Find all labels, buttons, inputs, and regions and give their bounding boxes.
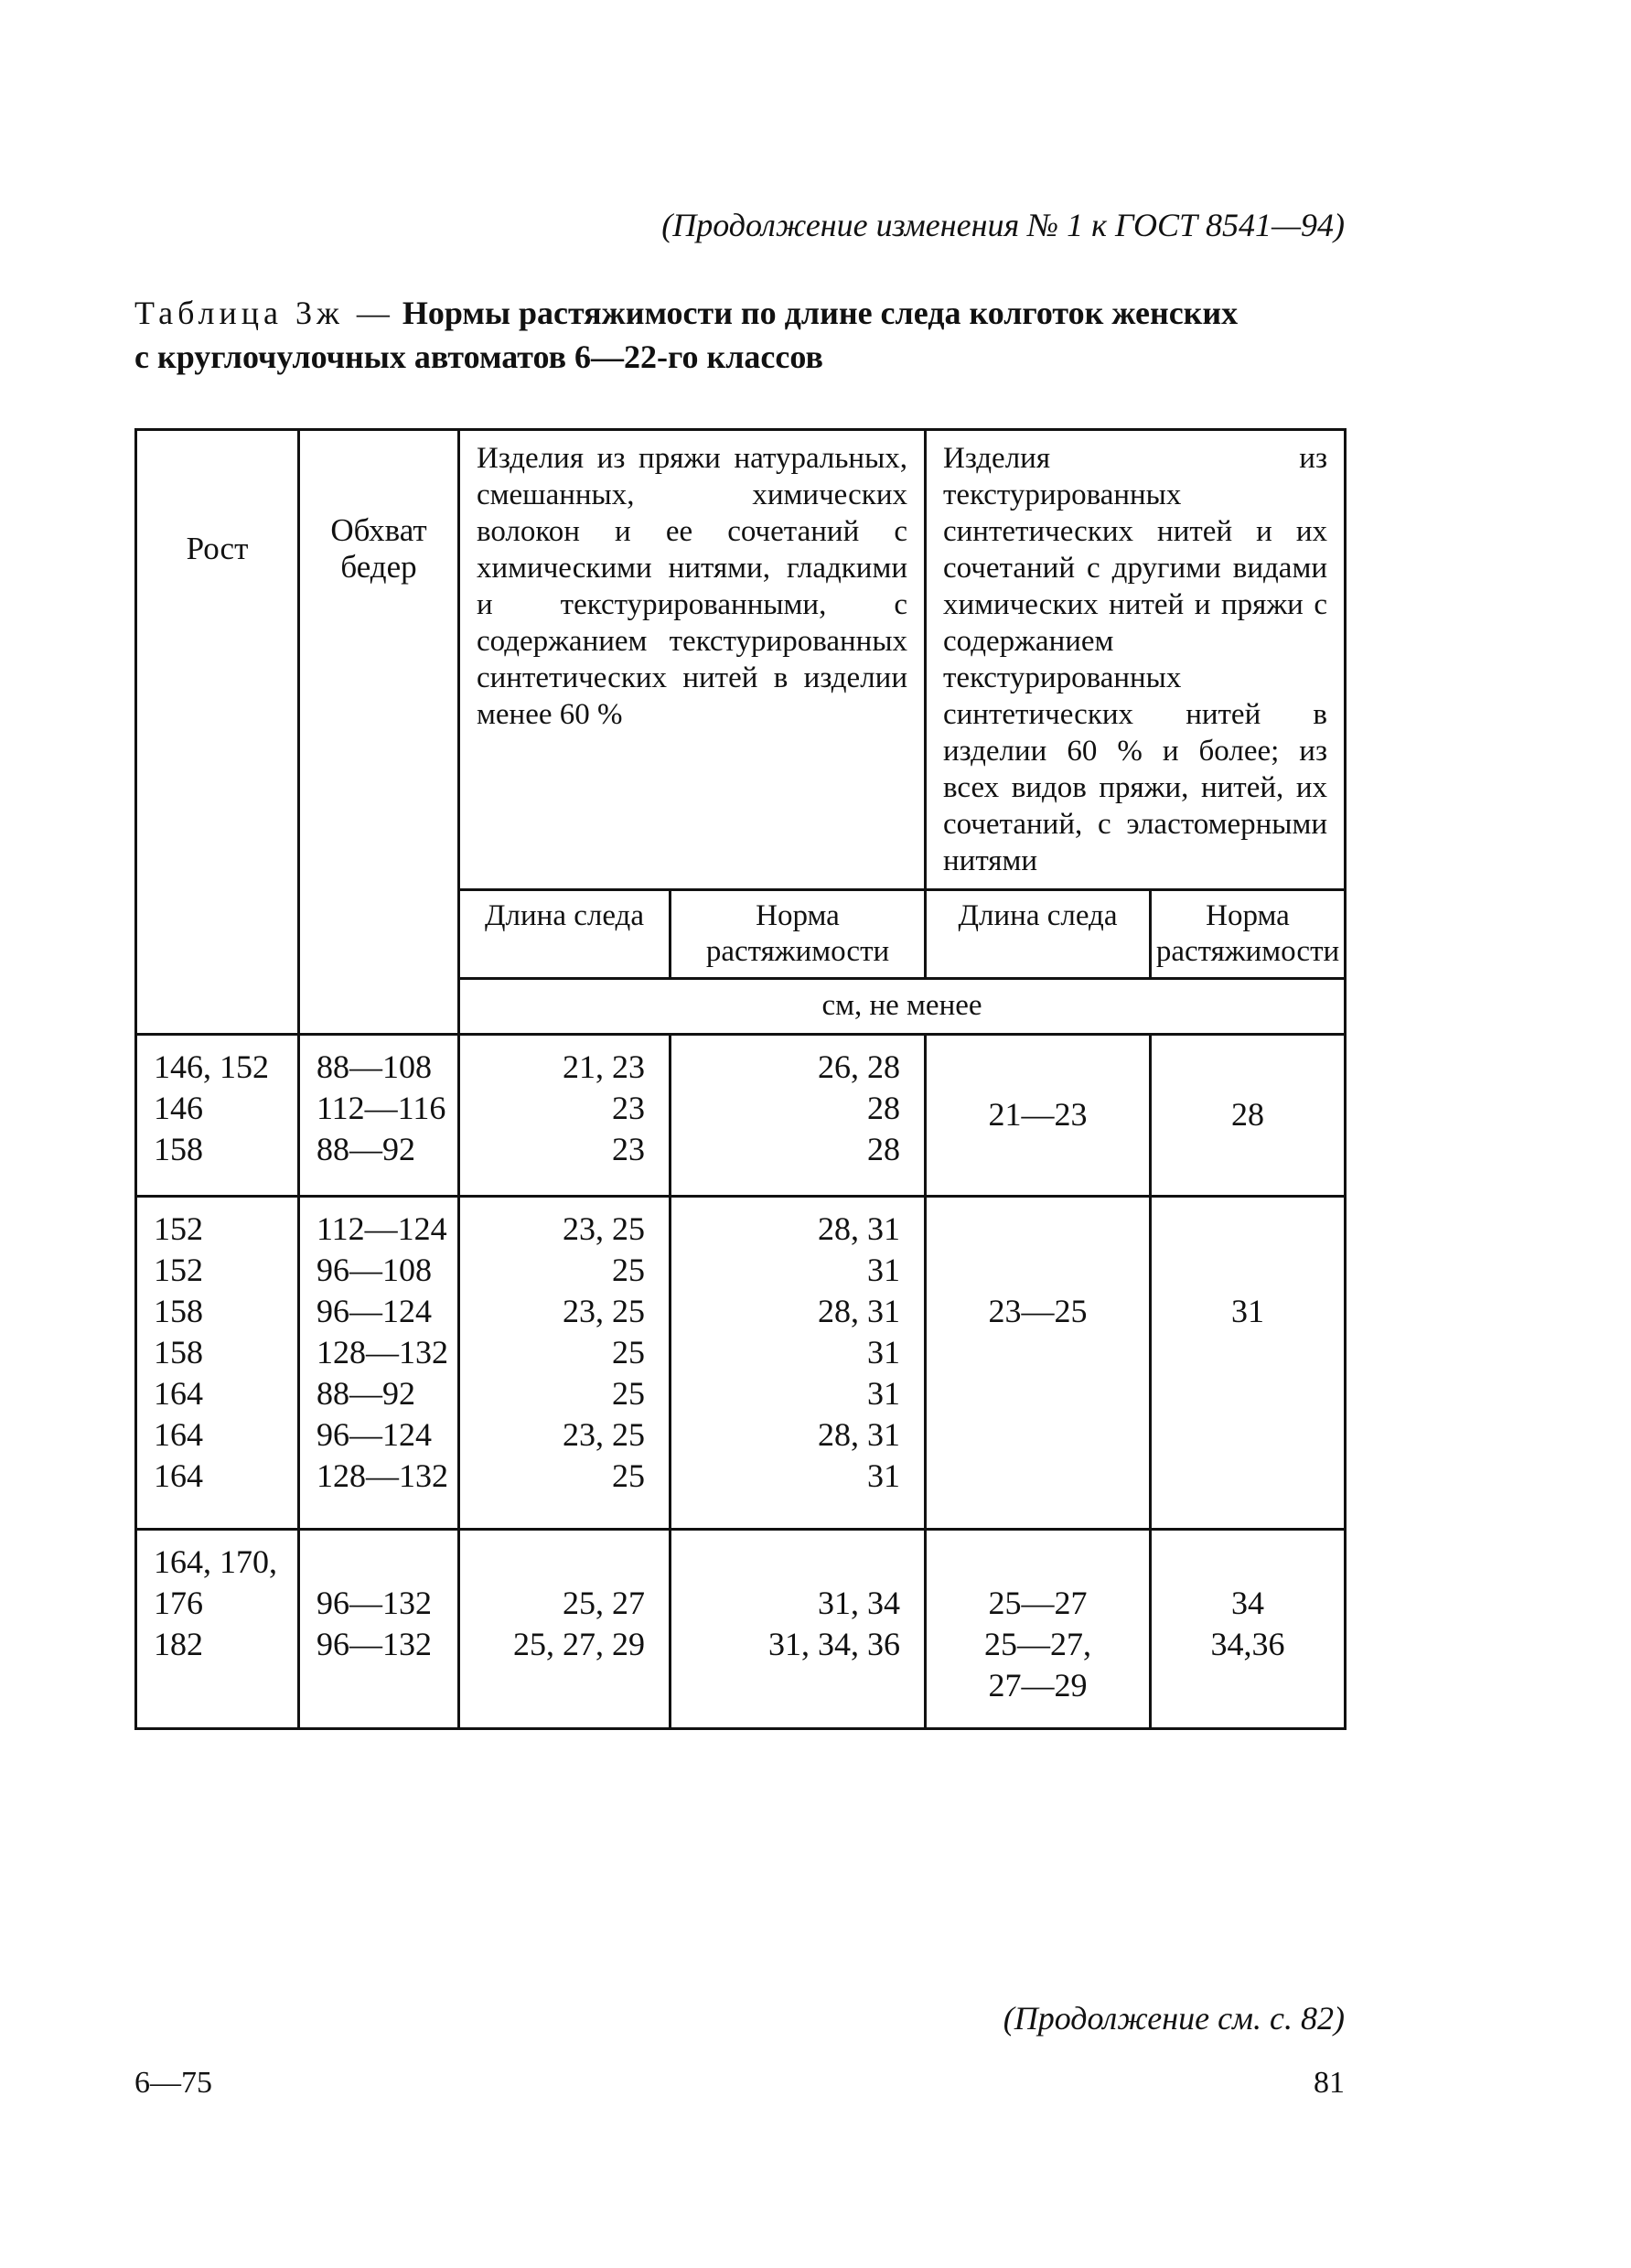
cell-dlina-1: 23, 25 25 23, 25 25 25 23, 25 25	[459, 1196, 671, 1529]
table-caption	[134, 291, 1351, 379]
continuation-header: (Продолжение изменения № 1 к ГОСТ 8541—94)	[661, 207, 1345, 243]
cell-obkhvat: 96—132 96—132	[299, 1529, 459, 1728]
header-unit: см, не менее	[459, 979, 1346, 1035]
cell-norma-2: 34 34,36	[1151, 1529, 1346, 1728]
cell-dlina-1: 21, 23 23 23	[459, 1034, 671, 1196]
cell-obkhvat: 88—108 112—116 88—92	[299, 1034, 459, 1196]
table-row	[136, 1529, 1346, 1728]
table-title-line2: с круглочулочных автоматов 6—22-го классов	[134, 339, 823, 375]
header-dlina-2: Длина следа	[926, 890, 1151, 979]
cell-rost: 152 152 158 158 164 164 164	[136, 1196, 299, 1529]
header-group-textured: Изделия из текстурированных синтетических нитей и их сочетаний с другими видами химических нитей и пряжи с содержанием текстурированных синтетических нитей в изделии 60 % и более; из всех видов пряжи, нитей, их сочетаний, с эластомерными нитями	[926, 430, 1346, 890]
cell-rost: 164, 170, 176 182	[136, 1529, 299, 1728]
cell-obkhvat: 112—124 96—108 96—124 128—132 88—92 96—124 128—132	[299, 1196, 459, 1529]
norms-table	[134, 428, 1347, 1730]
table-row	[136, 1034, 1346, 1196]
header-norma-1: Норма растяжимости	[671, 890, 926, 979]
header-obkhvat: Обхват бедер	[299, 430, 459, 1035]
table-row	[136, 1196, 1346, 1529]
cell-norma-2: 31	[1151, 1196, 1346, 1529]
table-title-line1: Нормы растяжимости по длине следа колготок женских	[402, 295, 1239, 331]
print-code: 6—75	[134, 2066, 212, 2100]
header-norma-2: Норма растяжимости	[1151, 890, 1346, 979]
cell-norma-1: 28, 31 31 28, 31 31 31 28, 31 31	[671, 1196, 926, 1529]
cell-norma-1: 31, 34 31, 34, 36	[671, 1529, 926, 1728]
cell-dlina-2: 21—23	[926, 1034, 1151, 1196]
header-dlina-1: Длина следа	[459, 890, 671, 979]
continuation-footer: (Продолжение см. с. 82)	[1003, 2000, 1345, 2037]
header-group-natural: Изделия из пряжи натуральных, смешанных, химических волокон и ее сочетаний с химическими нитями, гладкими и текстурированными, с содержанием текстурированных синтетических нитей в изделии менее 60 %	[459, 430, 926, 890]
cell-dlina-2: 25—27 25—27, 27—29	[926, 1529, 1151, 1728]
cell-dlina-1: 25, 27 25, 27, 29	[459, 1529, 671, 1728]
cell-rost: 146, 152 146 158	[136, 1034, 299, 1196]
cell-norma-1: 26, 28 28 28	[671, 1034, 926, 1196]
page-number: 81	[1314, 2066, 1345, 2100]
header-rost: Рост	[136, 430, 299, 1035]
cell-norma-2: 28	[1151, 1034, 1346, 1196]
table-label: Таблица 3ж —	[134, 295, 394, 331]
cell-dlina-2: 23—25	[926, 1196, 1151, 1529]
